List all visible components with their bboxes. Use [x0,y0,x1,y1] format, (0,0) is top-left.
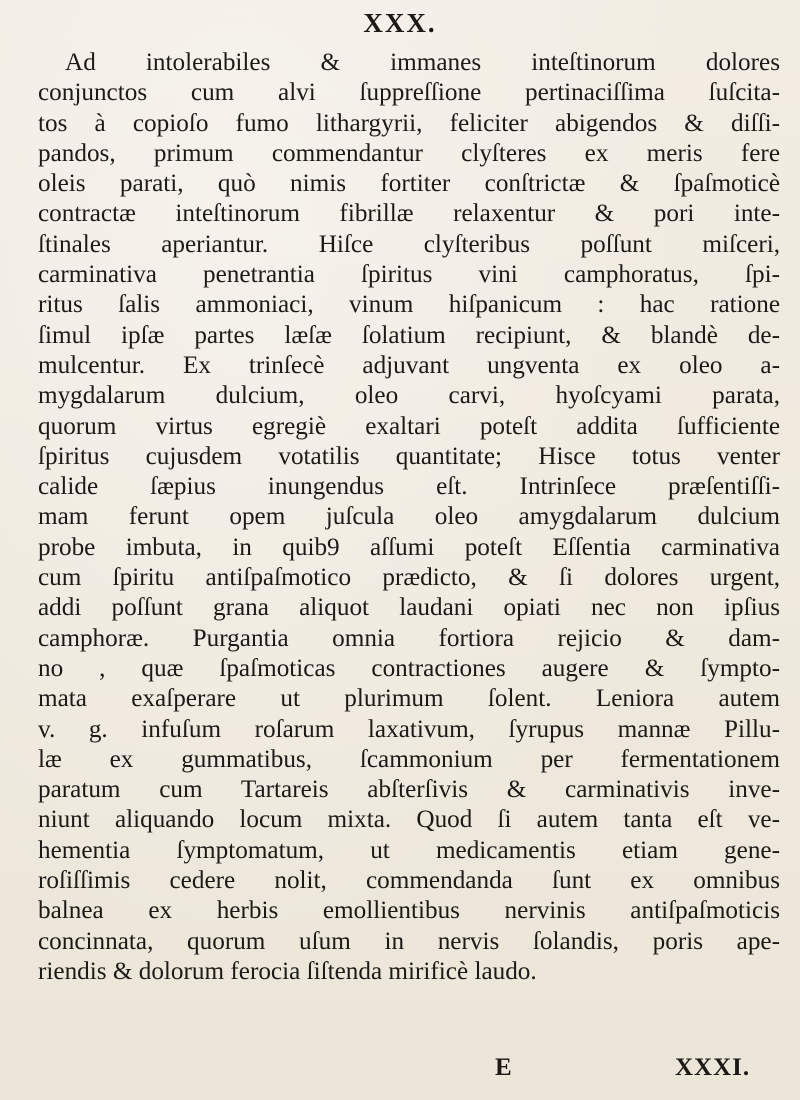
text-line: riendis & dolorum ferocia ſiſtenda mirificè laudo. [38,957,537,985]
text-line: contractæ inteſtinorum fibrillæ relaxentur & pori inte- [38,200,780,228]
text-line: hementia ſymptomatum, ut medicamentis etiam gene- [38,836,780,864]
text-line: addi poſſunt grana aliquot laudani opiati nec non ipſius [38,594,780,622]
text-line: conjunctos cum alvi ſuppreſſione pertinaciſſima ſuſcita- [38,79,780,107]
text-line: læ ex gummatibus, ſcammonium per fermentationem [38,745,780,773]
text-line: v. g. infuſum roſarum laxativum, ſyrupus mannæ Pillu- [38,715,780,743]
text-line: concinnata, quorum uſum in nervis ſolandis, poris ape- [38,927,780,955]
text-line: no , quæ ſpaſmoticas contractiones augere & ſympto- [38,654,780,682]
text-line: camphoræ. Purgantia omnia fortiora rejicio & dam- [38,624,780,652]
text-line: calide ſæpius inungendus eſt. Intrinſece præſentiſſi- [38,473,780,501]
text-line: mygdalarum dulcium, oleo carvi, hyoſcyami parata, [38,382,780,410]
page-footer [0,1054,800,1086]
text-line: pandos, primum commendantur clyſteres ex meris fere [38,139,780,167]
page-number: XXX. [363,8,437,38]
text-line: mata exaſperare ut plurimum ſolent. Leniora autem [38,685,780,713]
text-line: balnea ex herbis emollientibus nervinis antiſpaſmoticis [38,897,780,925]
body-text [38,48,780,987]
text-line: carminativa penetrantia ſpiritus vini camphoratus, ſpi- [38,261,780,289]
text-line: tos à copioſo fumo lithargyrii, feliciter abigendos & diſſi- [38,109,780,137]
signature-mark: E [495,1054,512,1081]
text-line: mulcentur. Ex trinſecè adjuvant ungventa ex oleo a- [38,351,780,379]
catchword: XXXI. [675,1054,751,1081]
text-line: ritus ſalis ammoniaci, vinum hiſpanicum : hac ratione [38,291,780,319]
text-line: ſtinales aperiantur. Hiſce clyſteribus poſſunt miſceri, [38,230,780,258]
text-line: cum ſpiritu antiſpaſmotico prædicto, & ſi dolores urgent, [38,564,780,592]
text-line: quorum virtus egregiè exaltari poteſt addita ſufficiente [38,412,780,440]
text-line: probe imbuta, in quib9 aſſumi poteſt Eſſentia carminativa [38,533,780,561]
text-line: Ad intolerabiles & immanes inteſtinorum dolores [65,49,780,76]
text-line: roſiſſimis cedere nolit, commendanda ſunt ex omnibus [38,867,780,895]
text-line: paratum cum Tartareis abſterſivis & carminativis inve- [38,776,780,804]
text-line: ſpiritus cujusdem votatilis quantitate; Hisce totus venter [38,442,780,470]
text-line: niunt aliquando locum mixta. Quod ſi autem tanta eſt ve- [38,806,780,834]
text-line: mam ferunt opem juſcula oleo amygdalarum dulcium [38,503,780,531]
text-line: ſimul ipſæ partes læſæ ſolatium recipiunt, & blandè de- [38,321,780,349]
text-line: oleis parati, quò nimis fortiter conſtrictæ & ſpaſmoticè [38,170,780,198]
